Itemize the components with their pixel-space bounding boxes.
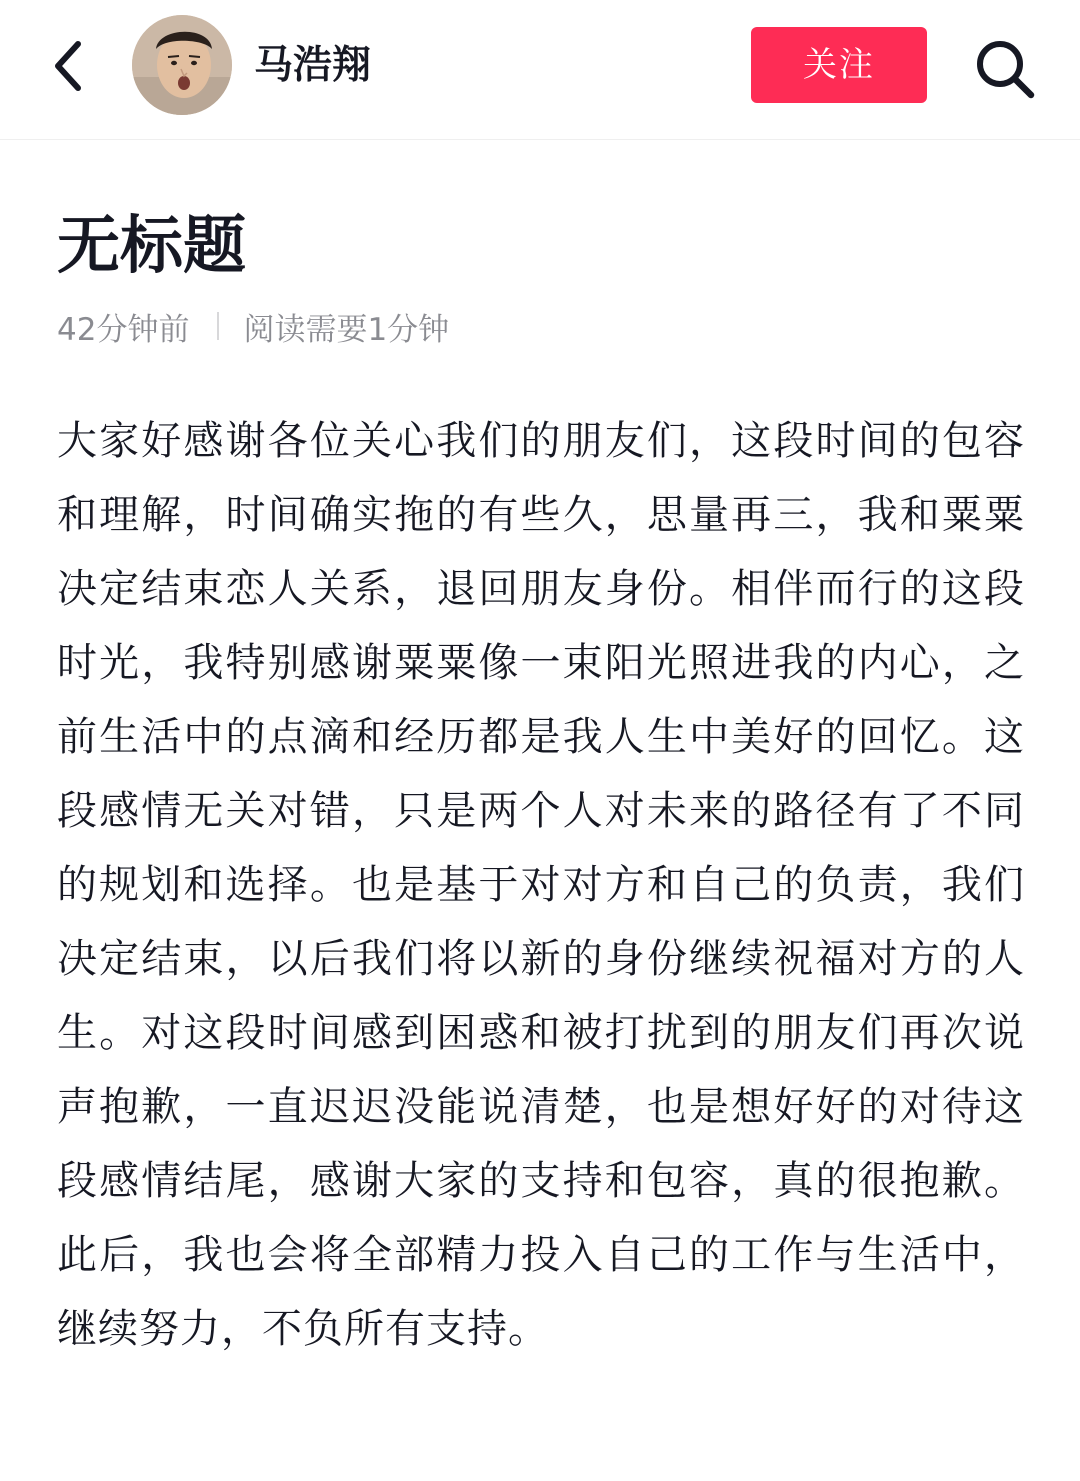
article-body: 大家好感谢各位关心我们的朋友们，这段时间的包容和理解，时间确实拖的有些久，思量再三，我和粟粟决定结束恋人关系，退回朋友身份。相伴而行的这段时光，我特别感谢粟粟像一束阳光照进我的内心，之前生活中的点滴和经历都是我人生中美好的回忆。这段感情无关对错，只是两个人对未来的路径有了不同的规划和选择。也是基于对对方和自己的负责，我们决定结束，以后我们将以新的身份继续祝福对方的人生。对这段时间感到困惑和被打扰到的朋友们再次说声抱歉，一直迟迟没能说清楚，也是想好好的对待这段感情结尾，感谢大家的支持和包容，真的很抱歉。此后，我也会将全部精力投入自己的工作与生活中，继续努力，不负所有支持。 bbox=[57, 418, 1025, 1352]
avatar[interactable] bbox=[132, 15, 232, 115]
search-icon bbox=[974, 38, 1036, 100]
follow-button[interactable]: 关注 bbox=[751, 27, 927, 103]
chevron-left-icon bbox=[48, 38, 88, 94]
top-bar bbox=[0, 0, 1080, 140]
article-title: 无标题 bbox=[57, 209, 246, 282]
posted-time: 42分钟前 bbox=[57, 311, 190, 348]
article-meta bbox=[57, 304, 449, 348]
meta-divider bbox=[217, 312, 219, 340]
back-button[interactable] bbox=[38, 34, 98, 98]
avatar-image bbox=[132, 15, 232, 115]
author-name[interactable]: 马浩翔 bbox=[254, 43, 372, 88]
read-time: 阅读需要1分钟 bbox=[243, 311, 450, 348]
search-button[interactable] bbox=[972, 36, 1038, 102]
